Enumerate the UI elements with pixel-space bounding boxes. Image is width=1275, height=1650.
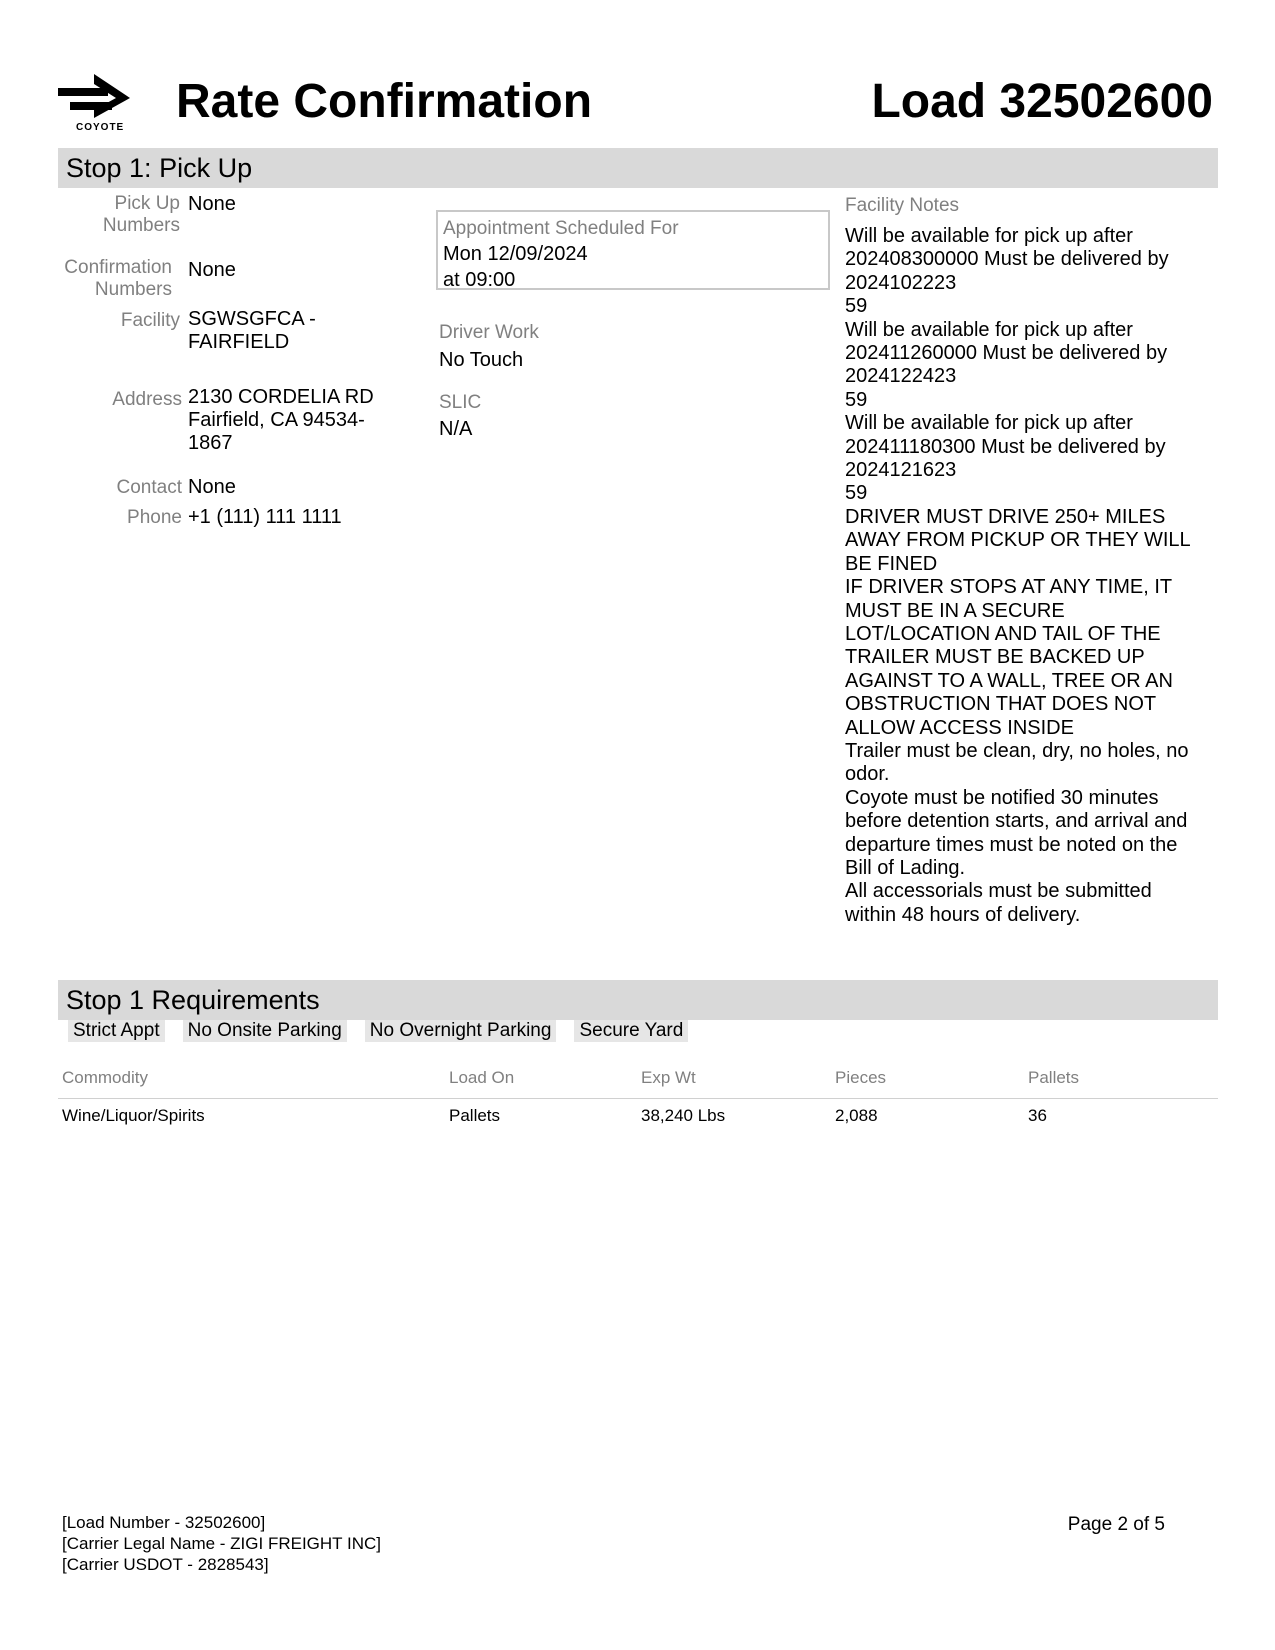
phone-value: +1 (111) 111 1111 bbox=[188, 506, 342, 528]
pickup-numbers-label: Pick Up Numbers bbox=[102, 193, 180, 236]
facility-notes bbox=[845, 225, 1215, 927]
address-value: 2130 CORDELIA RD Fairfield, CA 94534- 1867 bbox=[188, 386, 374, 454]
note-line: 59 bbox=[845, 482, 868, 505]
note-line: 202408300000 Must be delivered by bbox=[845, 248, 1169, 271]
requirement-tag: Secure Yard bbox=[574, 1020, 688, 1042]
note-line: Will be available for pick up after bbox=[845, 318, 1133, 341]
table-header-exp-wt: Exp Wt bbox=[641, 1068, 696, 1087]
coyote-logo bbox=[56, 72, 136, 134]
note-line: IF DRIVER STOPS AT ANY TIME, IT bbox=[845, 576, 1173, 599]
note-line: ALLOW ACCESS INSIDE bbox=[845, 716, 1074, 739]
note-line: Coyote must be notified 30 minutes bbox=[845, 786, 1159, 809]
note-line: 59 bbox=[845, 295, 868, 318]
table-header-pallets: Pallets bbox=[1028, 1068, 1080, 1087]
appointment-date: Mon 12/09/2024 bbox=[443, 243, 588, 265]
note-line: Will be available for pick up after bbox=[845, 225, 1133, 247]
note-line: before detention starts, and arrival and bbox=[845, 810, 1188, 833]
confirmation-numbers-label: Confirmation Numbers bbox=[64, 257, 172, 300]
note-line: 202411180300 Must be delivered by bbox=[845, 435, 1166, 458]
table-header-commodity: Commodity bbox=[62, 1068, 148, 1087]
footer-load-number: [Load Number - 32502600] bbox=[62, 1513, 266, 1532]
appointment-time: at 09:00 bbox=[443, 269, 516, 291]
facility-notes-label: Facility Notes bbox=[845, 195, 960, 216]
footer-carrier-usdot: [Carrier USDOT - 2828543] bbox=[62, 1555, 269, 1574]
requirements-heading: Stop 1 Requirements bbox=[58, 980, 1218, 1020]
note-line: OBSTRUCTION THAT DOES NOT bbox=[845, 693, 1157, 716]
note-line: Will be available for pick up after bbox=[845, 412, 1133, 435]
requirement-tag: Strict Appt bbox=[68, 1020, 165, 1042]
footer-carrier-name: [Carrier Legal Name - ZIGI FREIGHT INC] bbox=[62, 1534, 381, 1553]
stop-heading: Stop 1: Pick Up bbox=[58, 148, 1218, 188]
table-cell-pieces: 2,088 bbox=[835, 1106, 878, 1125]
page-title: Rate Confirmation bbox=[176, 75, 593, 128]
note-line: 2024121623 bbox=[845, 459, 957, 482]
address-label: Address bbox=[112, 389, 182, 410]
table-cell-load-on: Pallets bbox=[449, 1106, 501, 1125]
facility-value: SGWSGFCA - FAIRFIELD bbox=[188, 308, 316, 353]
table-divider bbox=[58, 1098, 1218, 1099]
note-line: TRAILER MUST BE BACKED UP bbox=[845, 646, 1145, 669]
facility-label: Facility bbox=[120, 310, 180, 331]
load-number-title: Load 32502600 bbox=[871, 75, 1213, 128]
appointment-box bbox=[436, 210, 830, 290]
page-number: Page 2 of 5 bbox=[1067, 1514, 1165, 1535]
footer-info bbox=[62, 1512, 381, 1575]
note-line: AGAINST TO A WALL, TREE OR AN bbox=[845, 669, 1173, 692]
note-line: 202411260000 Must be delivered by bbox=[845, 342, 1168, 365]
coyote-logo-icon bbox=[56, 72, 136, 120]
requirement-tag: No Overnight Parking bbox=[365, 1020, 557, 1042]
contact-label: Contact bbox=[116, 477, 182, 498]
note-line: departure times must be noted on the bbox=[845, 833, 1178, 856]
slic-label: SLIC bbox=[439, 392, 482, 413]
table-cell-exp-wt: 38,240 Lbs bbox=[641, 1106, 726, 1125]
note-line: MUST BE IN A SECURE bbox=[845, 599, 1065, 622]
note-line: 59 bbox=[845, 388, 868, 411]
phone-label: Phone bbox=[127, 507, 182, 528]
table-cell-pallets: 36 bbox=[1028, 1106, 1047, 1125]
pickup-numbers-value: None bbox=[188, 193, 236, 215]
note-line: odor. bbox=[845, 763, 890, 786]
logo-text: COYOTE bbox=[76, 122, 125, 133]
note-line: Bill of Lading. bbox=[845, 856, 966, 879]
table-header-load-on: Load On bbox=[449, 1068, 515, 1087]
driver-work-label: Driver Work bbox=[439, 322, 539, 343]
note-line: All accessorials must be submitted bbox=[845, 880, 1152, 903]
note-line: Trailer must be clean, dry, no holes, no bbox=[845, 739, 1189, 762]
note-line: LOT/LOCATION AND TAIL OF THE bbox=[845, 622, 1161, 645]
note-line: 2024102223 bbox=[845, 271, 957, 294]
appointment-label: Appointment Scheduled For bbox=[443, 218, 679, 239]
contact-value: None bbox=[188, 476, 236, 498]
requirement-tag: No Onsite Parking bbox=[183, 1020, 347, 1042]
note-line: within 48 hours of delivery. bbox=[845, 903, 1081, 926]
note-line: 2024122423 bbox=[845, 365, 957, 388]
slic-value: N/A bbox=[439, 418, 473, 440]
note-line: AWAY FROM PICKUP OR THEY WILL bbox=[845, 529, 1191, 552]
note-line: DRIVER MUST DRIVE 250+ MILES bbox=[845, 505, 1166, 528]
driver-work-value: No Touch bbox=[439, 349, 524, 371]
requirement-tags bbox=[68, 1020, 688, 1042]
confirmation-numbers-value: None bbox=[188, 259, 236, 281]
table-header-pieces: Pieces bbox=[835, 1068, 887, 1087]
table-cell-commodity: Wine/Liquor/Spirits bbox=[62, 1106, 205, 1125]
note-line: BE FINED bbox=[845, 552, 938, 575]
